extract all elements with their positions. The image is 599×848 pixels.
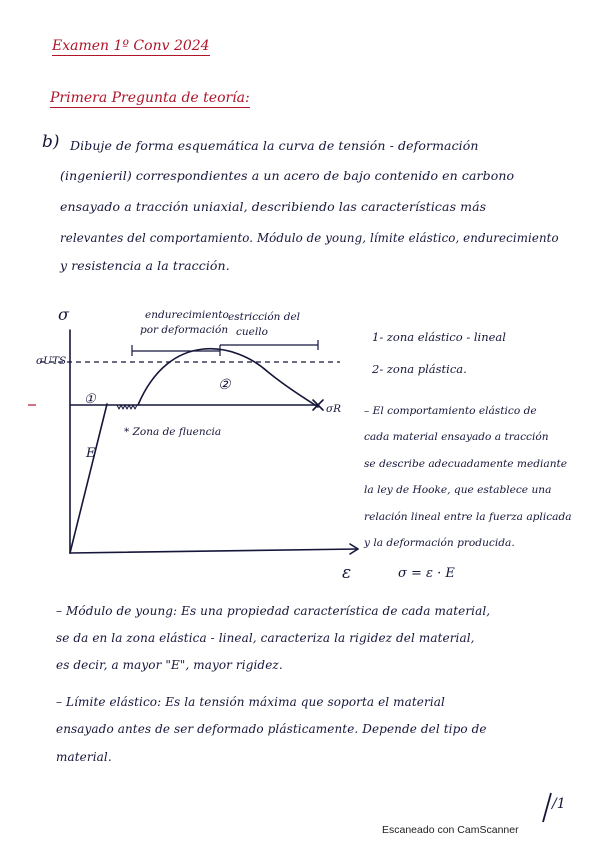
question-line: ensayado a tracción uniaxial, describiendo las características más [60,199,487,214]
question-marker: b) [42,132,60,152]
hardening-label: por deformación [140,324,229,336]
x-axis-line [70,549,358,553]
scanner-footer: Escaneado con CamScanner [382,824,519,836]
yield-zone-label: * Zona de fluencia [124,426,222,438]
note-item: 1- zona elástico - lineal [372,330,506,344]
hardening-label: endurecimiento [145,309,229,321]
note-line: la ley de Hooke, que establece una [364,484,552,496]
young-line: – Módulo de young: Es una propiedad característica de cada material, [56,604,491,618]
note-line: cada material ensayado a tracción [364,431,549,443]
note-line: se describe adecuadamente mediante [364,458,568,470]
question-subtitle: Primera Pregunta de teoría: [50,90,250,106]
limit-line: ensayado antes de ser deformado plásticamente. Depende del tipo de [56,722,487,736]
question-line: y resistencia a la tracción. [60,258,230,273]
question-line: relevantes del comportamiento. Módulo de young, límite elástico, endurecimiento [60,231,559,245]
note-line: y la deformación producida. [364,537,515,549]
hooke-formula: σ = ε · E [398,566,455,581]
note-line: relación lineal entre la fuerza aplicada [364,511,572,523]
necking-label: cuello [236,326,268,338]
necking-label: estricción del [228,311,301,323]
y-axis-label: σ [58,305,69,324]
zone-1-label: ① [84,392,96,407]
elastic-line [70,404,107,553]
question-line: Dibuje de forma esquemática la curva de tensión - deformación [70,138,479,153]
page-mark-slash [543,793,551,822]
young-line: es decir, a mayor "E", mayor rigidez. [56,658,283,672]
fracture-stress-label: σR [326,403,342,415]
limit-line: – Límite elástico: Es la tensión máxima que soporta el material [56,695,445,709]
necking-bracket [220,340,318,350]
limit-line: material. [56,750,112,764]
uts-label: σUTS [36,355,67,367]
note-line: – El comportamiento elástico de [364,405,537,417]
question-line: (ingenieril) correspondientes a un acero de bajo contenido en carbono [60,168,515,183]
note-item: 2- zona plástica. [372,362,467,376]
young-line: se da en la zona elástica - lineal, caracteriza la rigidez del material, [56,631,475,645]
zone-2-label: ② [218,377,231,393]
hardening-bracket [132,345,220,356]
page-mark: /1 [552,796,566,812]
modulus-label: E [86,446,96,461]
exam-title: Examen 1º Conv 2024 [52,38,210,54]
x-axis-label: ε [342,563,352,583]
